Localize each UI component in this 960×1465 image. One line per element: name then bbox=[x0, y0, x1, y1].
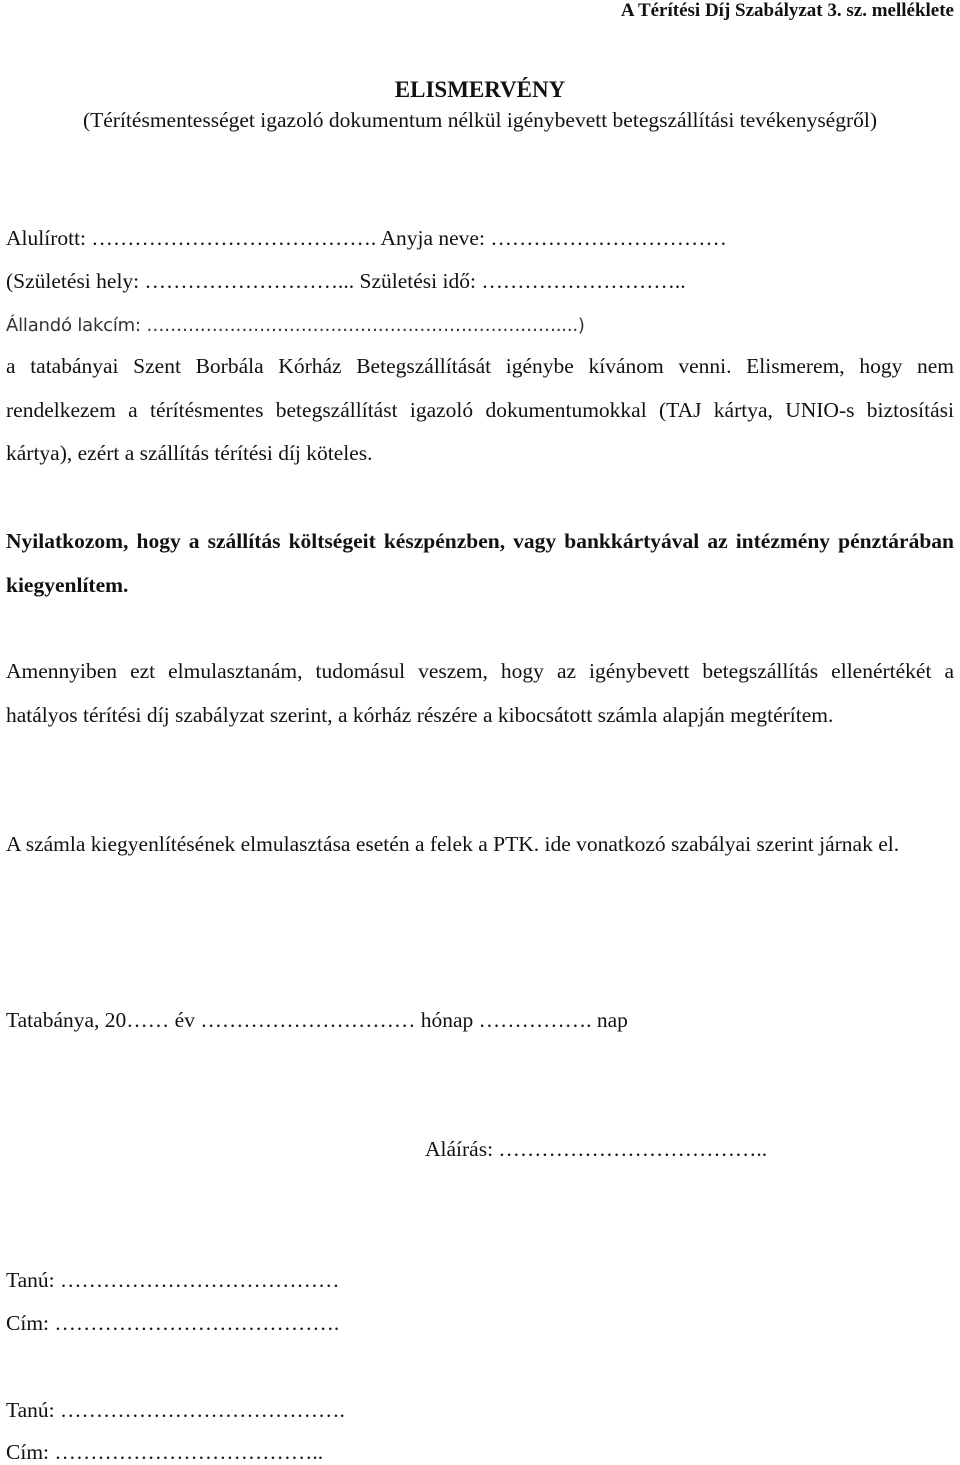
signature-line: Aláírás: ……………………………….. bbox=[425, 1137, 768, 1161]
witness-2-name: Tanú: …………………………………. bbox=[6, 1398, 345, 1422]
date-line: Tatabánya, 20…… év ………………………… hónap ……………. nap bbox=[6, 1008, 628, 1032]
witness-1-address: Cím: …………………………………. bbox=[6, 1311, 340, 1335]
annex-note: A Térítési Díj Szabályzat 3. sz. melléklete bbox=[620, 0, 954, 21]
witness-2-address: Cím: ……………………………….. bbox=[6, 1440, 324, 1464]
paragraph-acknowledgement: a tatabányai Szent Borbála Kórház Betegszállítását igénybe kívánom venni. Elismerem, hogy nem rendelkezem a térítésmentes betegszállítást igazoló dokumentumokkal (TAJ kártya, UNIO-s biztosítási kártya), ezért a szállítás térítési díj köteles. bbox=[6, 354, 954, 465]
witness-1-name: Tanú: ………………………………… bbox=[6, 1268, 340, 1292]
paragraph-ptk: A számla kiegyenlítésének elmulasztása esetén a felek a PTK. ide vonatkozó szabályai szerint járnak el. bbox=[6, 832, 900, 856]
paragraph-obligation: Amennyiben ezt elmulasztanám, tudomásul veszem, hogy az igénybevett betegszállítás ellenértékét a hatályos térítési díj szabályzat szerint, a kórház részére a kibocsátott számla alapján megtérítem. bbox=[6, 659, 954, 727]
paragraph-declaration: Nyilatkozom, hogy a szállítás költségeit készpénzben, vagy bankkártyával az intézmény pénztárában kiegyenlítem. bbox=[6, 529, 954, 597]
document-subtitle: (Térítésmentességet igazoló dokumentum nélkül igénybevett betegszállítási tevékenységről) bbox=[82, 108, 878, 132]
field-line-birth: (Születési hely: ………………………... Születési idő: ……………………….. bbox=[6, 269, 686, 293]
field-line-address: Állandó lakcím: ……………………………………………………………....) bbox=[6, 315, 585, 336]
field-line-name-mother: Alulírott: …………………………………. Anyja neve: …………………………… bbox=[6, 226, 727, 250]
document-title: ELISMERVÉNY bbox=[394, 77, 566, 102]
